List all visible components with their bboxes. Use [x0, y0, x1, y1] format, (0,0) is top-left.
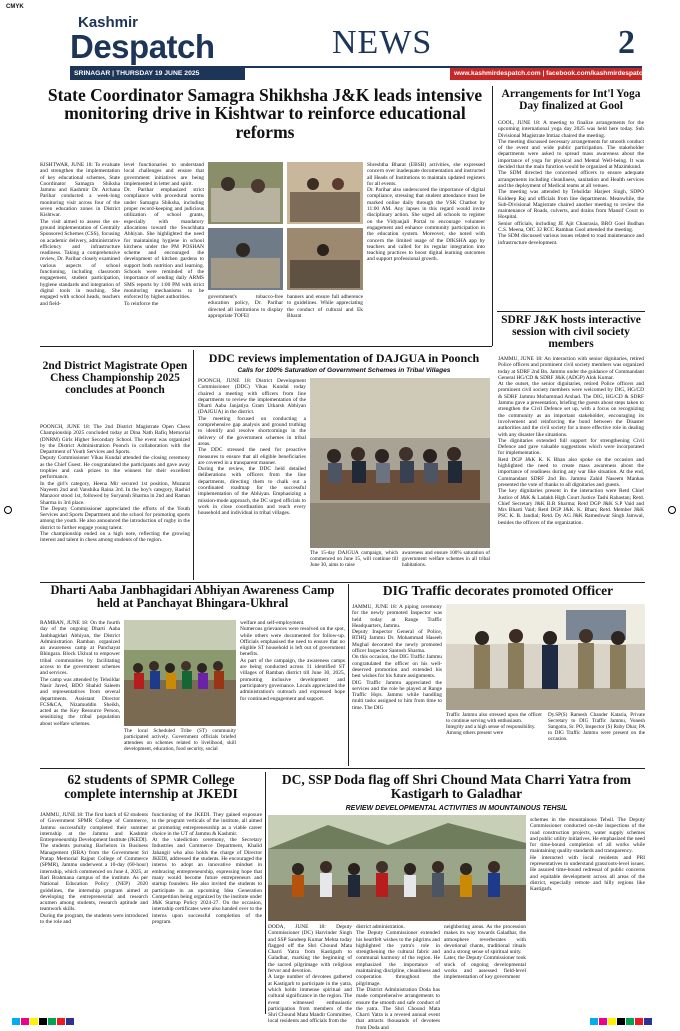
- brand-main: Despatch: [70, 28, 215, 65]
- dig-body: JAMMU, JUNE 18: A piping ceremony for the newly promoted Inspector was held today at Range Traffic Headquarters, Jammu. Deputy Inspector General of Police, RTHQ Jammu Dr. Mohammad Haseeb Mughal decorated the newly promoted officer Inspector Santosh Sharma. On this occasion, the DIG Traffic Jammu congratulated the officer on his well-deserved promotion and extended his best wishes for his future assignments. DIG Traffic Jammu appreciated the services and the role he played at Range Traffic Hqrs. Jammu while handling multi tasks assigned to him from time to time. The DIG: [352, 604, 442, 711]
- cmyk-mark: [6, 4, 24, 10]
- column-divider: [492, 86, 493, 346]
- ddc-body: POONCH, JUNE 18: District Development Commissioner (DDC) Vikas Kundal today chaired a meeting with officers from line departments to review the implementation of the Dharti Aaba Janjatiya Gram Utkarsh Abhiyan (DAJGUA) in the district. The meeting focused on conducting a comprehensive gap analysis and ground truthing to identify and resolve shortcomings in the delivery of the government schemes in tribal areas. The DDC stressed the need for proactive measures to ensure that all eligible beneficiaries are covered in a transparent manner. During the review, the DDC held detailed deliberations with officers from the line departments, directing them to chalk out a coordinated roadmap for the successful implementation of the Abhiyan. Emphasizing a mission-mode approach, the DC urged officials to work in close coordination and reach every household and individual in tribal villages.: [198, 378, 306, 517]
- dig-headline: DIG Traffic decorates promoted Officer: [382, 583, 614, 598]
- doda-col1-text: DODA, JUNE 18: Deputy Commissioner (DC) Harvinder Singh and SSP Sandeep Kumar Mehta today flagged off the Shri Chound Mata Charri Yatra from Kastigarh to Galadhar, marking the beginning of the sacred pilgrimage with religious fervor and devotion. A large number of devotees gathered at Kastigarh to participate in the yatra, which holds immense spiritual and cultural significance in the region. The event witnessed enthusiastic participation from members of the Shri Chound Mata Mandir Committee, local residents and officials from the: [268, 924, 352, 1025]
- edition-line: SRINAGAR | THURSDAY 19 JUNE 2025: [74, 70, 200, 77]
- story1-col2: level functionaries to understand local challenges and ensure that government initiatives are being implemented in letter and spirit. Dr. Parihar emphasized strict compliance with procedural norms under Samagra Shiksha, including proper record-keeping and judicious utilization of school grants, especially with mandatory allocations toward the Swachhata Abhiyan. She highlighted the need for maintaining hygiene in school kitchens under the PM POSHAN scheme and encouraged the development of kitchen gardens to support both nutrition and learning. Schools were reminded of the importance of sending daily ARMS SMS reports by 1:00 PM with strict monitoring mechanisms to be enforced by higher authorities. To reinforce the: [124, 162, 204, 307]
- color-bar: [590, 1018, 652, 1025]
- registration-mark: [668, 506, 676, 514]
- column-divider: [193, 350, 194, 580]
- ddc-meeting-photo: [310, 378, 490, 548]
- dharti-caption: The local Scheduled Tribe (ST) community participated actively. Government officials briefed attendees on schemes related to livelihood, skill development, education, food security, social: [124, 728, 236, 752]
- section-title: NEWS: [332, 24, 433, 61]
- edition-bar: [70, 68, 245, 80]
- yoga-headline: Arrangements for Int'l Yoga Day finalized at Gool: [501, 88, 641, 113]
- ddc-subhead: Calls for 100% Saturation of Government Schemes in Tribal Villages: [237, 367, 451, 374]
- sdrf-body: JAMMU, JUNE 18: An interaction with senior dignitaries, retired Police officers and prominent civil society members was organized today at SDRF 2nd Bn. Jammu under the guidance of Commandant General HG/CD & SDRF J&K (ADGP) Alok Kumar. At the outset, the senior dignitaries, retired Police officers and prominent civil society members were welcomed by DIG, HG/CD & SDRF Jammu Mohammad Arshad. The DIG, HG/CD & SDRF Jammu gave a presentation, briefing the guests about steps taken to strengthen the Civil Defence set up, with a focus on recognizing the community as an important stakeholder, encouraging its involvement and reinforcing the bond between the Disaster authorities and the civil society for a more effective role in dealing with any disaster like situations. The dignitaries extended full support for strengthening Civil Defence and gave valuable suggestions which were incorporated for implementation. Retd DGP J&K K. K Bhan also spoke on the occasion and highlighted the need to create mass awareness about the importance of readiness during any war like situation. At the end, Commandant SDRF 2nd Bn. Jammu Zahid Naseem Manhas presented the vote of thanks to all dignitaries and guests. The key dignitaries present in the interaction were Retd Chief Justice of J&K & Ladakh High Court Justice Tashi Rabastan; Retd. Chief Secretary J&K B.R Sharma; Retd DGP J&K S.P Vaid and Mrs Bharti Vaid; Retd DGP J&K. K. Bhan; Retd. Member J&K PSC K. B. Jandial; Retd. Dy AG J&K Rameshwar Singh Jamwal, besides the officers of the organization.: [498, 356, 644, 526]
- story1-col3: government's tobacco-free education policy, Dr. Parihar directed all institutions to display appropriate TOFEI: [208, 294, 285, 319]
- dharti-camp-photo: [124, 620, 236, 726]
- ddc-caption-left: The 15-day DAJGUA campaign, which commenced on June 15, will continue till June 30, aims to raise: [310, 550, 398, 568]
- spmr-col1: JAMMU, JUNE 18: The first batch of 62 students of Government SPMR College of Commerce, Jammu successfully completed their summer internship at the Jammu and Kashmir Entrepreneurship Development Institute (JKEDI). The students pursuing Bachelors in Business Management (BBA) from the Government Sri Pratap Memorial Rajput College of Commerce (SPMR), Jammu underwent a 10-day (60-hour) internship, which commenced on June 4, 2025, at Bari Brahmana campus of the institute. As per National Education Policy (NEP) 2020 guidelines, the internship program aimed at developing the entrepreneurial and research acumen among students, research aptitude and teamwork skills. During the program, the students were introduced to the role and: [40, 812, 148, 926]
- doda-yatra-photo: [268, 815, 526, 921]
- sdrf-headline: SDRF J&K hosts interactive session with civil society members: [501, 314, 641, 351]
- brand-top: Kashmir: [78, 14, 139, 31]
- cmyk-label: CMYK: [6, 4, 24, 10]
- doda-col2: district administration. The Deputy Commissioner extended his heartfelt wishes to the pilgrims and highlighted the yatra's role in strengthening the cultural fabric and communal harmony of the region. He emphasized the importance of maintaining discipline, cleanliness and cooperation throughout the pilgrimage. The District Administration Doda has made comprehensive arrangements to ensure the smooth and safe conduct of the yatra. The Shri Chound Mata Charri Yatra is a revered annual event that attracts thousands of devotees from Doda and: [356, 924, 440, 1031]
- section-divider: [497, 311, 645, 312]
- doda-col4: schemes in the mountainous Tehsil. The Deputy Commissioner conducted on-site inspections of the road construction projects, water supply schemes and public utility initiatives. He emphasized the need for time-bound completion of all works while maintaining quality standards and transparency. He interacted with local residents and PRI representatives to understand grassroots-level issues. He assured time-bound redressal of public concerns and equitable development across all areas of the district, especially remote and hilly regions like Kastigarh.: [530, 817, 645, 893]
- column-divider: [265, 772, 266, 1014]
- dharti-headline: Dharti Aaba Janbhagidari Abhiyan Awareness Camp held at Panchayat Bhingara-Ukhral: [50, 583, 335, 611]
- doda-col3: neighboring areas. As the procession makes its way towards Galadhar, the atmosphere reverberates with devotional chants, traditional rituals and a strong sense of spiritual unity. Later, the Deputy Commissioner took stock of ongoing developmental works and assessed field-level implementation of key government: [444, 924, 526, 981]
- dig-ceremony-photo: [446, 604, 645, 710]
- ddc-headline: DDC reviews implementation of DAJGUA in Poonch: [208, 351, 480, 365]
- story1-photo-grid: [208, 162, 363, 290]
- story1-col4: banners and ensure full adherence to guidelines. While appreciating the conduct of cultural and Ek Bharat: [287, 294, 365, 319]
- page-number: 2: [618, 24, 635, 61]
- registration-mark: [4, 506, 12, 514]
- story1-col5: Shreshtha Bharat (EBSB) activities, she expressed concern over inadequate documentation and instructed all Heads of Institutions to maintain updated registers for all events. Dr. Parihar also underscored the importance of digital compliance, stressing that student attendance must be marked online daily through the VSK Chatbot by 11:00 AM. Any lapses in this regard would invite disciplinary action. She urged all schools to register on the Vidyanjali Portal to encourage volunteer engagement and enhance community participation in the education system. Moreover, she noted with concern the limited usage of the DIKSHA app by teachers and called for its regular integration into teaching practices to boost digital learning outcomes and support professional growth.: [367, 162, 485, 263]
- spmr-col2: functioning of the JKEDI. They gained exposure to the program verticals of the institute, all aimed at promoting entrepreneurship as a viable career choice in the UT of Jammu & Kashmir. At the valediction ceremony, the Secretary Industries and Commerce Department, Khalid Jahangir who also holds the charge of Director JKEDI, addressed the students. He encouraged the interns to adopt an innovative mindset in embracing entrepreneurship, expressing hope that many would become future entrepreneurs and startup founders. He also invited the students to participate in an upcoming Idea Generation Competition being organized by the institute under J&K Startup Policy 2024-27. On the occasion, internship certificates were also handed over to the interns upon successful completion of the program.: [152, 812, 262, 926]
- dharti-col1: RAMBAN, JUNE 18: On the fourth day of the ongoing Dharti Aaba Janbhagidari Abhiyan, the District Administration Ramban organized an awareness camp at Panchayat Bhingara. Block Ukhral to empower tribal communities by facilitating access to the government schemes and services. The camp was attended by Tehsildar Nasir Javed, BDO Shahid Saleem and representatives from several departments. Assistant Director FCS&CA, Nizamuddin Sheikh, acted as the Key Resource Person, sensitizing the tribal population about welfare schemes.: [40, 620, 120, 727]
- spmr-headline: 62 students of SPMR College complete internship at JKEDI: [64, 772, 238, 802]
- masthead: [70, 10, 647, 80]
- story1-col1: KISHTWAR, JUNE 18: To evaluate and strengthen the implementation of key educational schemes, State Coordinator Samagra Shiksha Jammu and Kashmir Dr. Archana Parihar conducted a week-long monitoring visit across four of the seven education zones in District Kishtwar. The visit aimed to assess the on-ground implementation of Centrally Sponsored Schemes (CSS), focusing on academic delivery, administrative efficiency and infrastructure readiness. Taking a comprehensive review, Dr. Parihar closely examined various aspects of school functioning, including classroom engagement, student participation, hygiene standards and integration of digital tools in teaching. She engaged with school heads, teachers and field-: [40, 162, 120, 307]
- section-divider: [40, 768, 645, 769]
- chess-headline: 2nd District Magistrate Open Chess Championship 2025 concludes at Poonch: [42, 360, 188, 397]
- dharti-col3: welfare and self-employment. Numerous grievances were resolved on the spot, while others were documented for follow-up. Officials emphasised the need to ensure that no eligible ST household is left out of government benefits. As part of the campaign, the awareness camps are being conducted across 11 identified ST villages of Ramban district till June 30, 2025, promoting inclusive development and participatory governance. Locals appreciated the administration's outreach and expressed hope for continued engagement and support.: [240, 620, 345, 702]
- section-divider: [40, 346, 492, 347]
- story1-headline: State Coordinator Samagra Shikhsha J&K leads intensive monitoring drive in Kishtwar to reinforce educational reforms: [47, 85, 483, 142]
- links-bar: www.kashmirdespatch.com | facebook.com/kashmirdespatch: [450, 68, 642, 80]
- chess-body: POONCH, JUNE 18: The 2nd District Magistrate Open Chess Championship 2025 concluded today at Dina Nath Rafiq Memorial (DNRM) Girls Higher Secondary School. The event was organized by the District Administration Poonch in collaboration with the Department of Youth Services and Sports. Deputy Commissioner Vikas Kundal attended the closing ceremony as the Chief Guest. He congratulated the participants and gave away trophies and cash prizes to the winners for their excellent performance. In the girl's category, Heena Mir secured 1st position, Muzarat Nayeem 2nd and Vanshika Raina 3rd. In the boy's category, Rashid Manzoor stood 1st, followed by Suryansh Sharma in 2nd and Raman Sharma in 3rd place. The Deputy Commissioner appreciated the efforts of the Youth Services and Sports Department and the school for promoting sports among the youth. He also announced the introduction of rugby in the district to further engage young talent. The championship ended on a high note, reflecting the growing interest and talent in chess among students of the region.: [40, 424, 190, 544]
- facebook-link[interactable]: facebook.com/kashmirdespatch: [546, 70, 647, 77]
- doda-headline: DC, SSP Doda flag off Shri Chound Mata Charri Yatra from Kastigarh to Galadhar: [281, 772, 632, 802]
- doda-subhead: REVIEW DEVELOPMENTAL ACTIVITIES IN MOUNTAINOUS TEHSIL: [345, 805, 568, 812]
- color-bar: [12, 1018, 74, 1025]
- website-link[interactable]: www.kashmirdespatch.com: [454, 70, 541, 77]
- dig-caption-right: Dy.SP(S) Ramesh Chander Kataria, Private Secretary to DIG Traffic Jammu, Vonesh Sangotra, Sr. PO, Inspector (S) Ruby Dhar, PA to DIG Traffic Jammu were present on the occasion.: [548, 712, 645, 742]
- column-divider: [348, 584, 349, 766]
- ddc-caption-right: awareness and ensure 100% saturation of government welfare schemes in all tribal habitations.: [402, 550, 490, 568]
- dig-caption-left: Traffic Jammu also stressed upon the officer to continue serving with enthusiasm. Integrity and a high sense of responsibility. Among others present were: [446, 712, 542, 736]
- yoga-body: GOOL, JUNE 18: A meeting to finalize arrangements for the upcoming international yoga day 2025 was held here today. Sub Divisional Magistrate Imtiaz chaired the meeting. The meeting discussed necessary arrangements for smooth conduct of the event and wide public participation. The stakeholder departments were asked to spread mass awareness about the importance of yoga for physical and Mental Well-being. It was decided that the main function would be organized at Mazimkund. The SDM directed the concerned officers to ensure adequate arrangements including cleanliness, sanitation and Health services and the deployment of Medical teams at all venues. The meeting was attended by Tehsildar Harjeet Singh, SDPO Kuldeep Raj and officials from line departments. Meanwhile, the Sub-Divisional Magistrate chaired another meeting to review the maintenance of Roads, culverts, and drains from Mansif Court to Hospital. Senior officials, including JE Ajit Chaurasia, BRO Goel Budhan C.S. Meena, OIC 32 RCC Ramban Gool attended the meeting. The SDM discussed various issues related to road maintenance and infrastructure development.: [498, 120, 644, 246]
